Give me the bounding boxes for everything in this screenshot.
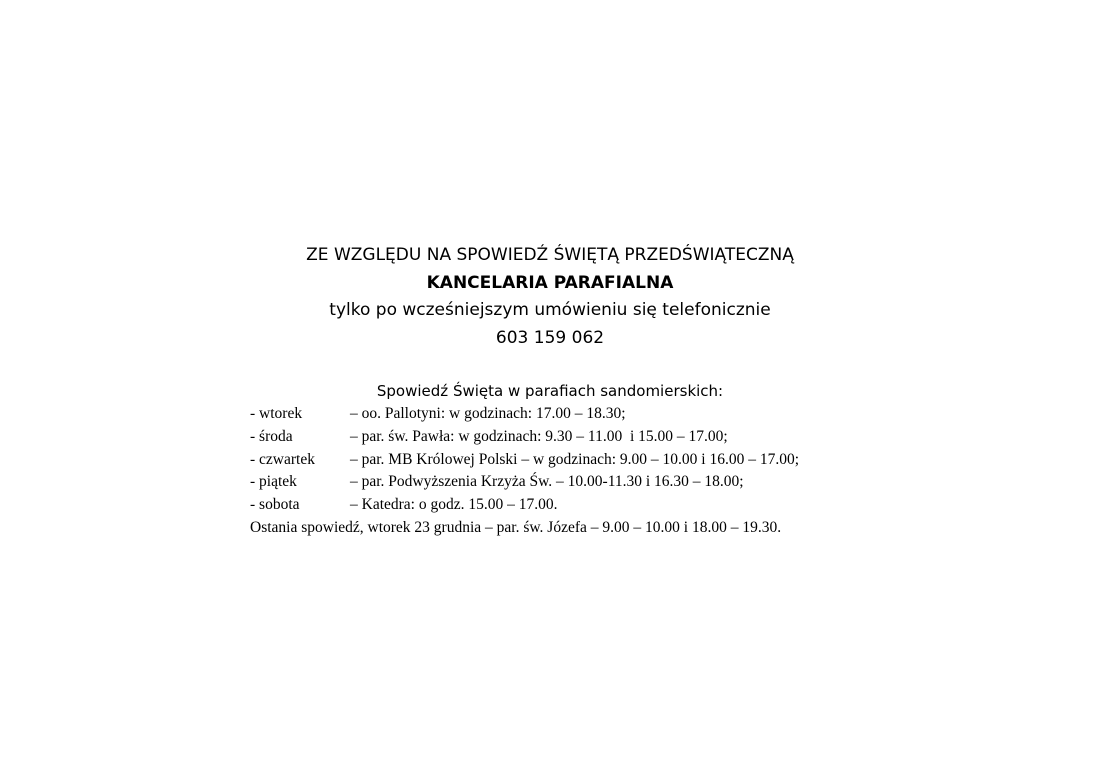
parish-office-heading: KANCELARIA PARAFIALNA [426, 272, 674, 293]
schedule-detail: – oo. Pallotyni: w godzinach: 17.00 – 18.30; [350, 405, 626, 422]
schedule-day: - piątek [250, 473, 297, 491]
final-confession-note: Ostania spowiedź, wtorek 23 grudnia – par. św. Józefa – 9.00 – 10.00 i 18.00 – 19.30. [250, 518, 782, 536]
phone-number: 603 159 062 [495, 327, 605, 348]
notice-title: ZE WZGLĘDU NA SPOWIEDŹ ŚWIĘTĄ PRZEDŚWIĄTECZNĄ [306, 245, 794, 265]
schedule-detail: – par. MB Królowej Polski – w godzinach: 9.00 – 10.00 i 16.00 – 17.00; [350, 450, 800, 468]
appointment-note: tylko po wcześniejszym umówieniu się telefonicznie [329, 300, 771, 320]
schedule-day: - czwartek [250, 450, 315, 468]
schedule-detail: – par. św. Pawła: w godzinach: 9.30 – 11.00 i 15.00 – 17.00; [350, 427, 728, 445]
schedule-day: - sobota [250, 496, 300, 514]
notice-block [0, 242, 1100, 352]
schedule-day: - środa [250, 427, 293, 445]
schedule-detail: – Katedra: o godz. 15.00 – 17.00. [350, 496, 558, 514]
schedule-detail: – par. Podwyższenia Krzyża Św. – 10.00-11.30 i 16.30 – 18.00; [350, 473, 744, 491]
schedule-day: - wtorek [250, 405, 303, 422]
confession-schedule-heading: Spowiedź Święta w parafiach sandomierskich: [376, 382, 724, 400]
confession-schedule [250, 403, 1050, 540]
schedule-row-friday [250, 471, 1050, 494]
schedule-row-saturday [250, 494, 1050, 517]
schedule-row-tuesday [250, 403, 1050, 426]
schedule-row-wednesday [250, 426, 1050, 449]
schedule-row-thursday [250, 449, 1050, 472]
